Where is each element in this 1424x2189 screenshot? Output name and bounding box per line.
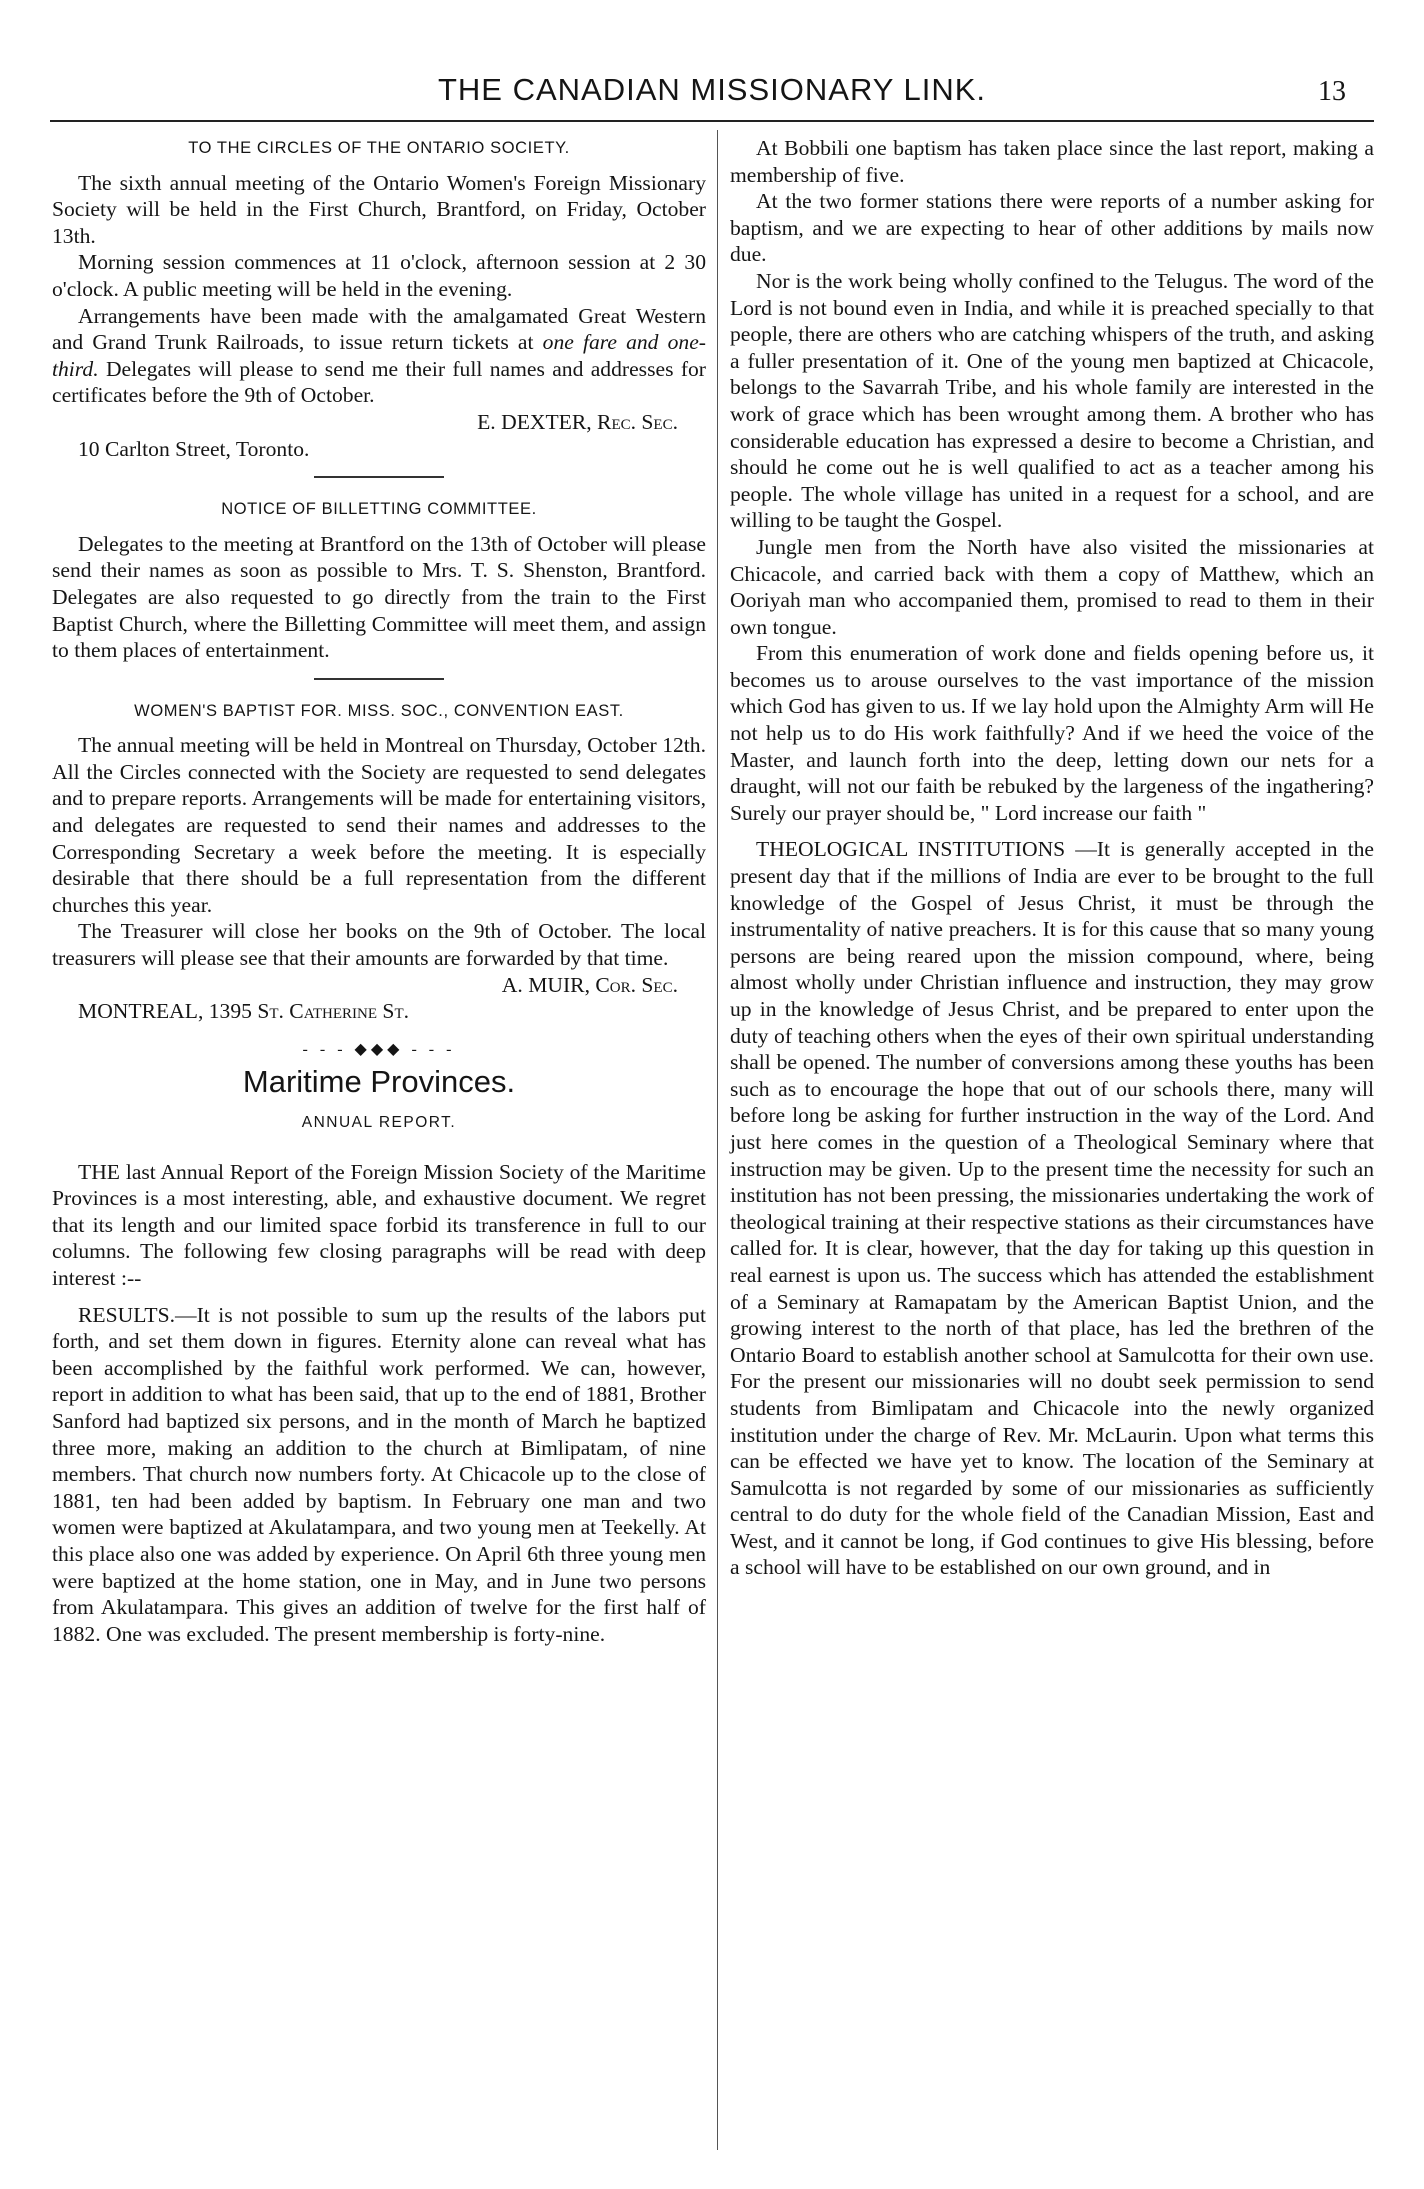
billetting-paragraph: Delegates to the meeting at Brantford on the 13th of October will please send their names as soon as possible to Mrs. T. S. Shenston, Brantford. Delegates are also requested to go directly from the train to the First Baptist Church, where the Billetting Committee will meet them, and assign to them places of entertainment. xyxy=(52,531,706,663)
report-paragraph: At Bobbili one baptism has taken place since the last report, making a membership of five. xyxy=(730,136,1374,187)
circles-signature: E. DEXTER, Rec. Sec. xyxy=(477,409,678,434)
east-paragraph: The Treasurer will close her books on the 9th of October. The local treasurers will please see that their amounts are forwarded by that time. xyxy=(52,919,706,971)
results-lead-in: RESULTS. xyxy=(78,1302,176,1327)
report-paragraph: At the two former stations there were reports of a number asking for baptism, and we are expecting to hear of other additions by mails now due. xyxy=(730,189,1374,267)
circles-heading: TO THE CIRCLES OF THE ONTARIO SOCIETY. xyxy=(188,139,570,157)
billetting-heading: NOTICE OF BILLETTING COMMITTEE. xyxy=(221,500,537,519)
report-paragraph: From this enumeration of work done and fields opening before us, it becomes us to arouse ourselves to the vast importance of the mission which God has given to us. If we lay hold upon the Almighty Arm will He not help us to do His work faithfully? And if we heed the voice of the Master, and launch forth into the deep, letting down our nets for a draught, will not our faith be rebuked by the largeness of the ingathering? Surely our prayer should be, " Lord increase our faith " xyxy=(730,641,1374,825)
column-divider xyxy=(717,130,718,2150)
results-paragraph xyxy=(52,1302,706,1648)
east-address: MONTREAL, 1395 St. Catherine St. xyxy=(78,999,410,1024)
circles-paragraph: Morning session commences at 11 o'clock, afternoon session at 2 30 o'clock. A public meeting will be held in the evening. xyxy=(52,250,706,301)
report-paragraph: Nor is the work being wholly confined to the Telugus. The word of the Lord is not bound even in India, and while it is preached specially to that people, there are others who are catching whispers of the truth, and asking a fuller presentation of it. One of the young men baptized at Chicacole, belongs to the Savarrah Tribe, and his whole family are interested in the work of grace which has been wrought among them. A brother who has considerable education has expressed a desire to become a Christian, and should he come out he is well qualified to act as a teacher among his people. The whole village has united in a request for a school, and are willing to be taught the Gospel. xyxy=(730,268,1374,533)
maritime-title: Maritime Provinces. xyxy=(242,1064,516,1100)
ornament-divider: - - - ◆◆◆ - - - xyxy=(302,1040,456,1058)
right-column xyxy=(730,135,1374,1581)
left-column xyxy=(52,135,706,1647)
circles-italic-text: one fare and one-third. xyxy=(52,330,706,381)
maritime-paragraph: THE last Annual Report of the Foreign Mission Society of the Maritime Provinces is a most interesting, able, and exhaustive document. We regret that its length and our limited space forbid its transference in full to our columns. The following few closing paragraphs will be read with deep interest :-- xyxy=(52,1159,706,1290)
page-header xyxy=(50,72,1374,122)
page-number: 13 xyxy=(1318,76,1346,107)
circles-paragraph xyxy=(52,303,706,409)
east-signature: A. MUIR, Cor. Sec. xyxy=(501,972,678,997)
circles-address: 10 Carlton Street, Toronto. xyxy=(78,436,310,461)
theological-paragraph xyxy=(730,836,1374,1581)
circles-paragraph: The sixth annual meeting of the Ontario Women's Foreign Missionary Society will be held in the First Church, Brantford, on Friday, October 13th. xyxy=(52,170,706,248)
east-paragraph: The annual meeting will be held in Montreal on Thursday, October 12th. All the Circles connected with the Society are requested to send delegates and to prepare reports. Arrangements will be made for entertaining visitors, and delegates are requested to send their names and addresses to the Corresponding Secretary a week before the meeting. It is especially desirable that there should be a full representation from the different churches this year. xyxy=(52,733,706,917)
maritime-subtitle: ANNUAL REPORT. xyxy=(301,1114,457,1131)
theological-lead-in: THEOLOGICAL INSTITUTIONS xyxy=(756,837,1066,862)
running-title: THE CANADIAN MISSIONARY LINK. xyxy=(437,72,987,107)
circles-text: Delegates will please to send me their full names and addresses for certificates before the 9th of October. xyxy=(52,356,706,408)
section-rule xyxy=(314,476,444,478)
header-rule xyxy=(50,120,1374,122)
theological-text: —It is generally accepted in the present day that if the millions of India are ever to be brought to the full knowledge of the Gospel of Jesus Christ, it must be through the instrumentality of native preachers. It is for this cause that so many young persons are being reared upon the mission compound, where, being almost wholly under Christian influence and instruction, they may grow up in the knowledge of Jesus Christ, and be prepared to enter upon the duty of teaching others when the eyes of their own spiritual understanding shall be opened. The number of conversions among these youths has been such as to encourage the hope that out of our schools there, many will before long be asking for further instruction in the way of the Lord. And just here comes in the question of a Theological Seminary where that instruction may be given. Up to the present time the necessity for such an institution has not been pressing, the missionaries undertaking the work of theological training at their respective stations as their circumstances have called for. It is clear, however, that the day for taking up this question in real earnest is upon us. The success which has attended the establishment of a Seminary at Ramapatam by the American Baptist Union, and the growing interest to the north of that place, has led the brethren of the Ontario Board to establish another school at Samulcotta for their own use. For the present our missionaries will no doubt seek permission to send students from Bimlipatam and Chicacole into the newly organized institution under the charge of Rev. Mr. McLaurin. Upon what terms this can be effected we have yet to know. The location of the Seminary at Samulcotta is not regarded by some of our missionaries as sufficiently central to do duty for the whole field of the Canadian Mission, East and West, and it cannot be long, if God continues to give His blessing, before a school will have to be established on our own ground, and in xyxy=(730,837,1374,1580)
section-rule xyxy=(314,678,444,680)
results-text: —It is not possible to sum up the results of the labors put forth, and set them down in figures. Eternity alone can reveal what has been accomplished by the faithful work performed. We can, however, report in addition to what has been said, that up to the end of 1881, Brother Sanford had baptized six persons, and in the month of March he baptized three more, making an addition to the church at Bimlipatam, of nine members. That church now numbers forty. At Chicacole up to the close of 1881, ten had been added by baptism. In February one man and two women were baptized at Akulatampara, and two young men at Teekelly. At this place also one was added by experience. On April 6th three young men were baptized at the home station, one in May, and in June two persons from Akulatampara. This gives an addition of twelve for the first half of 1882. One was excluded. The present membership is forty-nine. xyxy=(52,1302,706,1646)
east-heading: WOMEN'S BAPTIST FOR. MISS. SOC., CONVENTION EAST. xyxy=(134,701,624,720)
circles-text: Arrangements have been made with the amalgamated Great Western and Grand Trunk Railroads, to issue return tickets at xyxy=(52,303,706,355)
report-paragraph: Jungle men from the North have also visited the missionaries at Chicacole, and carried back with them a copy of Matthew, which an Ooriyah man who accompanied them, promised to read to them in their own tongue. xyxy=(730,534,1374,639)
